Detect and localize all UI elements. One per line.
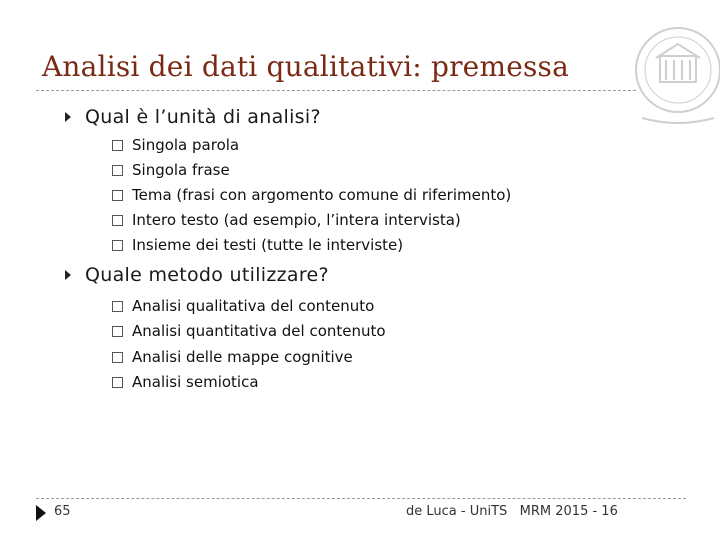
checkbox-square-icon — [112, 140, 123, 151]
list-item-text: Analisi delle mappe cognitive — [132, 348, 353, 366]
slide-title: Analisi dei dati qualitativi: premessa — [42, 50, 570, 83]
list-item — [112, 322, 386, 340]
list-item-text: Analisi semiotica — [132, 373, 259, 391]
list-item-text: Tema (frasi con argomento comune di riferimento) — [132, 186, 512, 204]
list-item — [112, 161, 230, 179]
list-item — [112, 211, 461, 229]
section-2-heading — [65, 264, 329, 286]
play-arrow-icon — [36, 505, 46, 521]
triangle-right-icon — [65, 270, 71, 280]
checkbox-square-icon — [112, 352, 123, 363]
list-item-text: Analisi quantitativa del contenuto — [132, 322, 386, 340]
checkbox-square-icon — [112, 377, 123, 388]
list-item-text: Singola parola — [132, 136, 240, 154]
list-item — [112, 297, 374, 315]
footer-credit: de Luca - UniTS MRM 2015 - 16 — [406, 504, 618, 519]
list-item-text: Analisi qualitativa del contenuto — [132, 297, 375, 315]
footer-divider — [36, 498, 686, 499]
university-seal-icon — [632, 22, 720, 126]
list-item-text: Insieme dei testi (tutte le interviste) — [132, 236, 404, 254]
checkbox-square-icon — [112, 326, 123, 337]
checkbox-square-icon — [112, 190, 123, 201]
list-item — [112, 186, 511, 204]
section-heading-text: Quale metodo utilizzare? — [85, 264, 329, 286]
checkbox-square-icon — [112, 165, 123, 176]
checkbox-square-icon — [112, 301, 123, 312]
list-item — [112, 236, 403, 254]
section-heading-text: Qual è l’unità di analisi? — [85, 106, 321, 128]
list-item-text: Singola frase — [132, 161, 230, 179]
list-item — [112, 136, 239, 154]
title-divider — [36, 90, 636, 91]
triangle-right-icon — [65, 112, 71, 122]
list-item — [112, 373, 259, 391]
section-1-heading — [65, 106, 321, 128]
checkbox-square-icon — [112, 215, 123, 226]
list-item — [112, 348, 353, 366]
page-number: 65 — [54, 504, 71, 519]
checkbox-square-icon — [112, 240, 123, 251]
list-item-text: Intero testo (ad esempio, l’intera intervista) — [132, 211, 461, 229]
